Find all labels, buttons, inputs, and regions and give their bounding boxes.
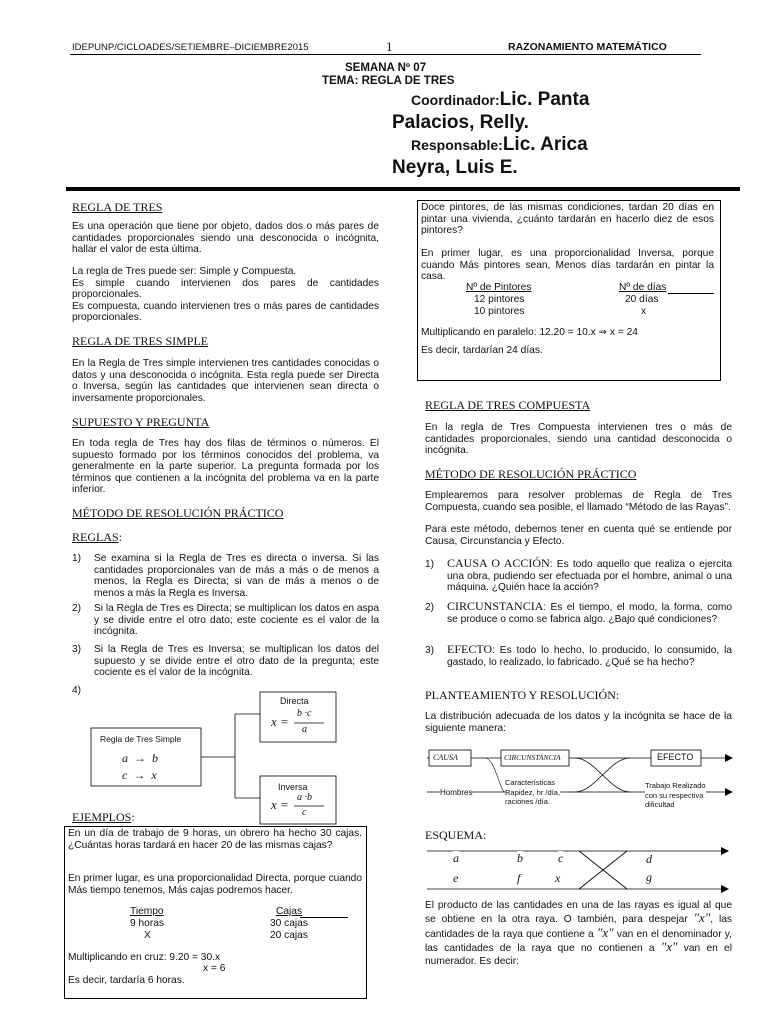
example-2-r1c1: 12 pintores	[474, 294, 525, 305]
coordinator-name-2: Palacios, Relly.	[392, 112, 529, 133]
heading-reglas	[72, 530, 122, 545]
para-producto-a: El producto de las cantidades en una de las rayas es igual al que se obtiene en la otra raya. O también, para despejar	[425, 900, 732, 926]
diagram-simple-title: Regla de Tres Simple	[100, 734, 182, 744]
coordinator-line	[411, 89, 589, 111]
para-producto	[425, 900, 732, 968]
para-producto-c: van en el denominador y, las cantidades de la raya que no contienen a	[425, 928, 732, 955]
item-1-number: 1)	[425, 559, 435, 570]
item-3-key: EFECTO	[447, 642, 493, 656]
para-simple: En la Regla de Tres simple intervienen tres cantidades conocidas o datos y una desconocida o incógnita. Esta regla puede ser Directa o Inversa, según las cantidades que intervienen sean directa o inversamente proporcionales.	[72, 358, 379, 404]
rayas-caracteristicas: Características Rapidez, hr /día, raciones /día.	[505, 778, 561, 806]
example-1-result: x = 6	[203, 963, 226, 974]
heading-esquema-colon: :	[483, 828, 487, 842]
item-1-key: CAUSA O ACCIÓN	[447, 556, 550, 570]
para-distribucion: La distribución adecuada de los datos y la incógnita se hace de la siguiente manera:	[425, 711, 732, 734]
scheme-g: g	[646, 870, 652, 884]
responsible-label: Responsable:	[411, 137, 503, 153]
example-2-col1: Nº de Pintores	[466, 282, 532, 293]
example-1-r1c1: 9 horas	[130, 918, 164, 929]
diagram-inverse-den: c	[302, 807, 307, 818]
example-2-col2-underline	[668, 293, 714, 294]
coordinator-name-1: Lic. Panta	[499, 89, 590, 110]
diagram-direct-den: a	[302, 724, 307, 735]
example-2-col2: Nº de días	[619, 282, 667, 293]
heading-regla-compuesta: REGLA DE TRES COMPUESTA	[425, 398, 591, 412]
para-producto-b: , las cantidades de la raya que contiene a	[425, 914, 732, 940]
item-3-number: 3)	[425, 645, 435, 656]
quote-x-1: "x"	[693, 910, 711, 926]
heading-reglas-text: REGLAS	[72, 530, 119, 544]
responsible-name-1: Lic. Arica	[502, 134, 588, 155]
example-1-question: En un día de trabajo de 9 horas, un obrero ha hecho 30 cajas. ¿Cuántas horas tardará en hacer 20 de las mismas cajas?	[68, 828, 362, 851]
rule-3-number: 3)	[72, 644, 82, 655]
item-3-desc: : Es todo lo hecho, lo producido, lo consumido, la gastado, lo realizado, lo fabricado. ¿Qué se ha hecho?	[447, 645, 732, 668]
diagram-direct-x: x =	[271, 714, 289, 729]
item-1-text	[447, 558, 732, 594]
scheme-d: d	[646, 852, 652, 866]
theme-title: TEMA: REGLA DE TRES	[322, 75, 455, 87]
item-2-number: 2)	[425, 602, 435, 613]
diagram-direct-num: b ·c	[297, 708, 312, 719]
diagram-row-1: a → b	[122, 751, 158, 765]
para-definition: Es una operación que tiene por objeto, dados dos o más pares de cantidades proporcionales siendo una desconocida o incógnita, hallar el valor de esta última.	[72, 221, 379, 256]
example-2-r1c2: 20 días	[625, 294, 659, 305]
diagram-inverse-x: x =	[271, 797, 289, 812]
para-rayas: Emplearemos para resolver problemas de Regla de Tres Compuesta, cuando sea posible, el llamado “Método de las Rayas”.	[425, 490, 732, 513]
heading-planteamiento	[425, 688, 619, 703]
example-1-col1: Tiempo	[130, 906, 164, 917]
scheme-diagram	[425, 842, 735, 900]
scheme-a: a	[453, 851, 459, 865]
heading-esquema-text: ESQUEMA	[425, 828, 484, 842]
para-compuesta: En la regla de Tres Compuesta intervienen tres o más de cantidades proporcionales, siendo una cantidad desconocida o incógnita.	[425, 422, 732, 457]
para-supuesto: En toda regla de Tres hay dos filas de términos o números. El supuesto formado por los términos conocidos del problema, va generalmente en la parte superior. La pregunta formada por los términos que contienen a la incógnita del problema va en la parte inferior.	[72, 438, 379, 496]
item-2-desc: : Es el tiempo, el modo, la forma, como se produce o como se fabrica algo. ¿Bajo qué condiciones?	[447, 602, 732, 625]
example-2-conclusion: Es decir, tardarían 24 días.	[421, 345, 543, 356]
responsible-name-2: Neyra, Luis E.	[392, 157, 518, 178]
rule-1-text: Se examina si la Regla de Tres es directa o inversa. Si las cantidades proporcionales van de más a más o de menos a menos, la Regla es Directa; si van de más a menos o de menos a más la Regla es Inversa.	[94, 553, 379, 599]
example-1-answer: En primer lugar, es una proporcionalidad Directa, porque cuando Más tiempo tenemos, Más cajas podremos hacer.	[68, 873, 362, 896]
heading-esquema	[425, 828, 486, 843]
header-rule	[70, 54, 701, 55]
rayas-circunstancia: CIRCUNSTANCIA	[504, 753, 561, 762]
scheme-c: c	[558, 851, 564, 865]
rayas-trabajo: Trabajo Realizado con su respectiva dificultad	[645, 781, 706, 809]
diagram-row-2: c → x	[122, 768, 157, 782]
diagram-inverse-title: Inversa	[278, 782, 308, 792]
rule-2-number: 2)	[72, 603, 82, 614]
para-types-a: La regla de Tres puede ser: Simple y Compuesta.	[72, 266, 297, 277]
rule-3-text: Si la Regla de Tres es Inversa; se multiplican los datos del supuesto y se divide entre el otro dato de la pregunta; este cociente es el valor de la incógnita.	[94, 644, 379, 679]
responsible-line	[411, 134, 588, 156]
rayas-causa: CAUSA	[433, 753, 458, 762]
heading-regla-simple: REGLA DE TRES SIMPLE	[72, 334, 209, 348]
example-1-col2: Cajas	[276, 906, 303, 917]
diagram-inverse-num: a ·b	[297, 792, 312, 803]
diagram-direct-title: Directa	[280, 696, 309, 706]
heading-reglas-colon: :	[118, 530, 123, 544]
example-2-question: Doce pintores, de las mismas condiciones, tardan 20 días en pintar una vivienda, ¿cuánto tardarán en hacerlo diez de esos pintores?	[421, 202, 714, 237]
rule-4-number: 4)	[72, 685, 82, 696]
para-types-c: Es compuesta, cuando intervienen tres o más pares de cantidades proporcionales.	[72, 300, 379, 324]
week-title: SEMANA Nº 07	[345, 62, 427, 74]
page-number: 1	[386, 39, 393, 54]
rule-2-text: Si la Regla de Tres es Directa; se multiplican los datos en aspa y se divide entre el otro dato; este cociente es el valor de la incógnita.	[94, 603, 379, 638]
heading-metodo-right: MÉTODO DE RESOLUCIÓN PRÁCTICO	[425, 467, 637, 481]
item-1-desc: : Es todo aquello que realiza o ejercita una obra, pudiendo ser efectuada por el hombre, animal o una máquina. ¿Quién hace la acción?	[447, 559, 732, 594]
rayas-hombres: Hombres	[440, 788, 473, 797]
para-causa-circ: Para este método, debemos tener en cuenta qué se entiende por Causa, Circunstancia y Efecto.	[425, 524, 732, 547]
header-right: RAZONAMIENTO MATEMÁTICO	[508, 41, 667, 53]
heading-planteamiento-colon: :	[615, 688, 620, 702]
item-2-key: CIRCUNSTANCIA	[447, 599, 544, 613]
item-3-text	[447, 644, 732, 668]
example-2-answer: En primer lugar, es una proporcionalidad Inversa, porque cuando Más pintores sean, Menos días tardarán en pintar la casa.	[421, 248, 714, 283]
heading-ejemplos-text: EJEMPLOS	[72, 810, 132, 824]
heading-planteamiento-text: PLANTEAMIENTO Y RESOLUCIÓN	[425, 688, 616, 702]
example-1-r2c2: 20 cajas	[270, 930, 308, 941]
heading-ejemplos-colon: :	[131, 810, 135, 824]
scheme-f: f	[517, 871, 521, 885]
scheme-e: e	[453, 871, 459, 885]
heading-ejemplos	[72, 810, 135, 825]
para-producto-d: van en el numerador. Es decir:	[425, 943, 732, 967]
item-2-text	[447, 601, 732, 625]
para-types-b: Es simple cuando intervienen dos pares de cantidades proporcionales.	[72, 277, 379, 301]
heading-metodo-left: MÉTODO DE RESOLUCIÓN PRÁCTICO	[72, 506, 284, 520]
example-2-mult: Multiplicando en paralelo: 12.20 = 10.x ⇒ x = 24	[421, 327, 638, 338]
example-1-r2c1: X	[144, 930, 151, 941]
para-types	[72, 266, 379, 324]
quote-x-3: "x"	[660, 939, 678, 955]
heading-regla-de-tres: REGLA DE TRES	[72, 200, 163, 214]
rayas-efecto: EFECTO	[657, 752, 694, 762]
example-1-r1c2: 30 cajas	[270, 918, 308, 929]
title-rule	[66, 187, 740, 191]
scheme-b: b	[517, 851, 523, 865]
example-1-conclusion: Es decir, tardaría 6 horas.	[68, 975, 185, 986]
rule-1-number: 1)	[72, 553, 82, 564]
quote-x-2: "x"	[596, 924, 614, 940]
heading-supuesto: SUPUESTO Y PREGUNTA	[72, 415, 210, 429]
header-left: IDEPUNP/CICLOADES/SETIEMBRE–DICIEMBRE2015	[72, 42, 309, 53]
scheme-x: x	[555, 871, 561, 885]
example-1-mult: Multiplicando en cruz: 9.20 = 30.x	[68, 952, 221, 963]
example-2-r2c1: 10 pintores	[474, 306, 525, 317]
example-2-r2c2: x	[641, 306, 647, 317]
coordinator-label: Coordinador:	[411, 92, 500, 108]
